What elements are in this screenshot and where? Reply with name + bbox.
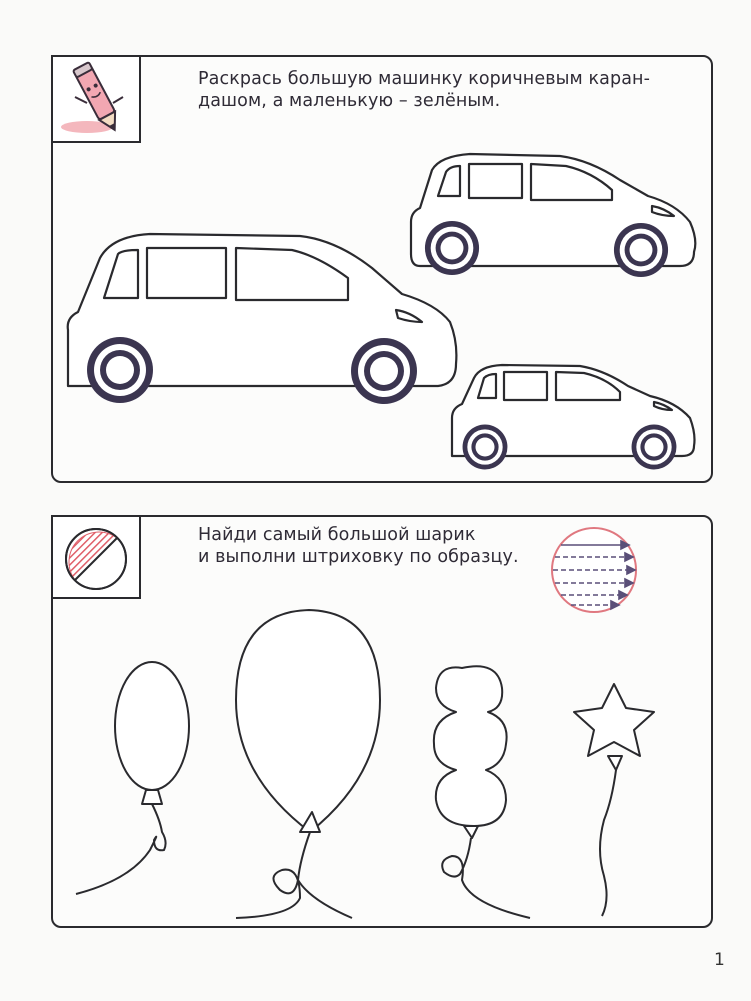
star-balloon <box>574 684 654 756</box>
segmented-balloon <box>434 666 507 826</box>
page-number: 1 <box>714 950 725 970</box>
large-balloon <box>236 610 380 832</box>
task-2-instruction: Найди самый большой шарик и выполни штриховку по образцу. <box>198 525 519 567</box>
oval-balloon <box>115 662 189 790</box>
task-1-instruction: Раскрась большую машинку коричневым каран- дашом, а маленькую – зелёным. <box>198 69 650 111</box>
